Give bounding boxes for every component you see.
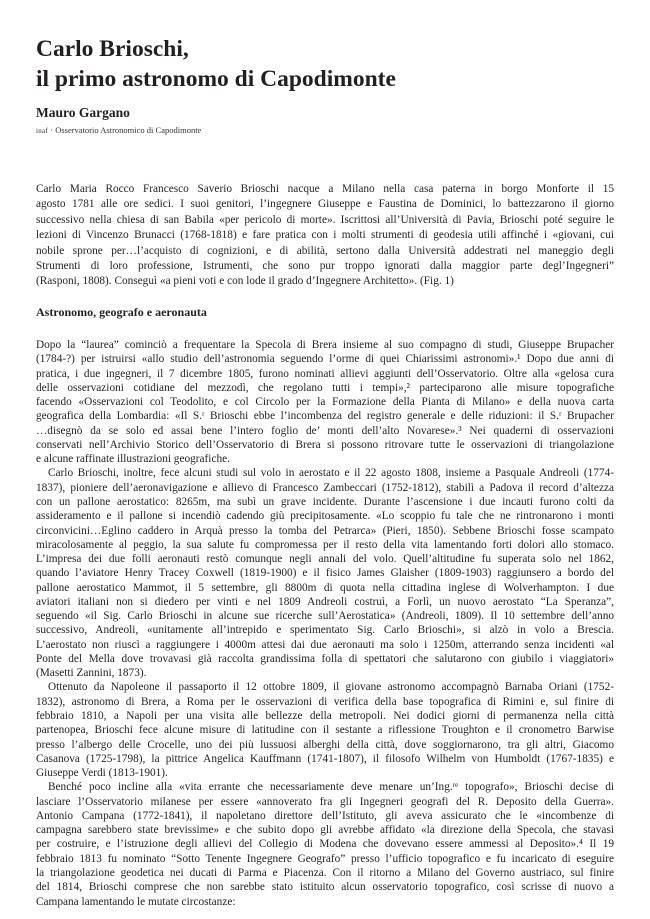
- body-line: per costruire, e l’istruzione degli allievi del Collegio di Modena che dovevano essere ammessi al Deposito».⁴ Il 19: [36, 838, 614, 851]
- intro-line: Carlo Maria Rocco Francesco Saverio Brioschi nacque a Milano nella casa paterna in borgo Monforte il 15: [36, 183, 614, 195]
- affiliation-org: inaf: [36, 127, 49, 135]
- body-line: e alcune raffinate illustrazioni geografiche.: [36, 453, 230, 466]
- body-line: L’impresa dei due folli aeronauti restò comunque negli annali del volo. Quell’altitudine fu superata solo nel 1862,: [36, 553, 614, 566]
- body-line: L’aerostato non riuscì a raggiungere i 4000m attesi dai due aeronauti ma solo i 1250m, atterrando senza incidenti «al: [36, 638, 614, 651]
- intro-line: successivo nella chiesa di san Babila «per pericolo di morte». Iscrittosi all’Università di Pavia, Brioschi poté seguire le: [36, 213, 614, 226]
- body-line: Ponte del Mella dove trovavasi già raccolta grandissima folla di spettatori che salutarono con giubilo i viaggiatori»: [36, 652, 614, 665]
- title-line-2: il primo astronomo di Capodimonte: [36, 66, 396, 92]
- body-line: seguendo «il Sig. Carlo Brioschi in alcune sue ricerche sull’Aerostatica» (Andreoli, 1809). Il 10 settembre dell’anno: [36, 610, 614, 623]
- body-line: assideramento e il pallone si incendiò cadendo giù precipitosamente. «Lo scoppio fu tale che ne rintronarono i monti: [36, 510, 614, 523]
- affiliation-separator: ·: [48, 125, 56, 135]
- body-line: miracolosamente al peggio, la sua salute fu compromessa per il resto della vita lamentando forti dolori allo stomaco.: [36, 538, 614, 551]
- body-line: conservati nell’Archivio Storico dell’Osservatorio di Brera si possono ritrovare tutte le osservazioni di triangolazione: [36, 438, 614, 451]
- body-line: Giuseppe Verdi (1813-1901).: [36, 767, 168, 780]
- body-line: …disegnò da se solo ed assai bene l’intero foglio de’ monti dell’alto Novarese».³ Nei quaderni di osservazioni: [36, 424, 614, 437]
- body-line: Benché poco incline alla «vita errante che necessariamente deve menare un’Ing.ʳᵉ topografo», Brioschi decise di: [48, 781, 614, 794]
- body-line: quando l’aviatore Henry Tracey Coxwell (1819-1900) e il fisico James Glaisher (1809-1903) raggiunsero a bordo del: [36, 567, 614, 580]
- body-line: Casanova (1725-1798), la pittrice Angelica Kauffmann (1741-1807), il filosofo Wilhelm von Humboldt (1767-1835) e: [36, 752, 614, 765]
- author-name: Mauro Gargano: [36, 105, 130, 120]
- body-line: pallone aerostatico Mammot, il 5 settembre, gli 8800m di quota nella cittadina inglese di Wolverhampton. I due: [36, 581, 614, 594]
- article-title: [36, 34, 614, 94]
- body-line: Dopo la “laurea” cominciò a frequentare la Specola di Brera insieme al suo compagno di studi, Giuseppe Brupacher: [36, 339, 614, 351]
- body-line: (1784-?) per istruirsi «allo studio dell’astronomia seguendo l’orme di quei Chiarissimi astronomi».¹ Dopo due anni di: [36, 353, 614, 366]
- intro-line: nobile sprone per…l’acquisto di cognizioni, e di abilità, sertono dalla Università addestrati nel maneggio degli: [36, 244, 614, 257]
- body-line: 1837), pioniere dell’aeronavigazione e allievo di Francesco Zambeccari (1752-1812), stabilì a Padova il record d’altezza: [36, 481, 614, 494]
- intro-line: (Rasponi, 1808). Conseguì «a pieni voti e con lode il grado d’Ingegnere Architetto». (Fig. 1): [36, 275, 454, 288]
- body-line: circonvicini…Eglino caddero in Arquà presso la tomba del Petrarca» (Pieri, 1850). Sebbene Brioschi fosse scampato: [36, 524, 614, 537]
- body-line: facendo «Osservazioni col Teodolito, e col Circolo per la Formazione della Pianta di Milano» e della nuova carta: [36, 396, 614, 409]
- body-line: 1832), astronomo di Brera, a Roma per le osservazioni di verifica della base topografica di Rimini e, sul finire di: [36, 695, 614, 708]
- body-line: delle osservazioni cotidiane del mezzodì, che regolano tutti i tempi»,² parteciparono alle misure topografiche: [36, 381, 614, 394]
- section-heading: Astronomo, geografo e aeronauta: [36, 305, 207, 319]
- body-line: presso l’albergo delle Crocelle, uno dei più lussuosi alberghi della città, dove soggiornarono, tra gli altri, Giacomo: [36, 738, 614, 751]
- body-line: Campana lamentando le mutate circostanze:: [36, 895, 236, 908]
- body-line: successivo, Andreoli, «unitamente all’intrepido e sperimentato Sig. Carlo Brioschi», si alzò in volo a Brescia.: [36, 624, 614, 637]
- body-line: pratica, i due ingegneri, il 7 dicembre 1805, furono nominati allievi aggiunti dell’Osservatorio. Oltre alla «gelosa cura: [36, 367, 614, 380]
- body-line: febbraio 1810, a Napoli per una visita alle bellezze della metropoli. Nei dodici giorni di permanenza nella città: [36, 710, 614, 723]
- intro-line: Strumenti di loro professione, Istrumenti, che sono pur troppo ignorati dalla maggior parte degl’Ingegneri”: [36, 260, 614, 272]
- body-line: Antonio Campana (1772-1841), il napoletano direttore dell’Istituto, gli aveva assicurato che le «incombenze di: [36, 809, 614, 822]
- author-affiliation: [36, 125, 201, 136]
- body-line: del 1814, Brioschi comprese che non sarebbe stato istituito alcun osservatorio topografico, così scrisse di nuovo a: [36, 881, 614, 894]
- body-line: la triangolazione geodetica nei ducati di Parma e Piacenza. Con il ritorno a Milano del Governo austriaco, sul finire: [36, 866, 614, 879]
- affiliation-name: Osservatorio Astronomico di Capodimonte: [55, 125, 202, 135]
- body-line: (Masetti Zannini, 1873).: [36, 667, 147, 680]
- body-line: Ottenuto da Napoleone il passaporto il 12 ottobre 1809, il giovane astronomo accompagnò Barnaba Oriani (1752-: [48, 681, 614, 694]
- intro-line: lezioni di Vincenzo Brunacci (1768-1818) e fare pratica con i molti strumenti di geodesia utili affinché i «giovani, cui: [36, 229, 614, 242]
- intro-line: agosto 1781 alle ore sedici. I suoi genitori, l’ingegnere Giuseppe e Faustina de Dominici, lo battezzarono il giorno: [36, 198, 614, 211]
- title-line-1: Carlo Brioschi,: [36, 36, 189, 62]
- body-line: partenopea, Brioschi fece alcune misure di latitudine con il sestante a riflessione Troughton e il cronometro Barwise: [36, 724, 614, 737]
- body-line: campagna sarebbero state brevissime» e che subito dopo gli avrebbe affidato «la direzione della Specola, che stavasi: [36, 824, 614, 837]
- body-line: geografica della Lombardia: «Il S.ʳ Brioschi ebbe l’incombenza del registro generale e delle riduzioni: il S.ʳ Brupacher: [36, 410, 614, 423]
- body-line: febbraio 1813 fu nominato “Sotto Tenente Ingegnere Geografo” presso l’ufficio topografico e fu incaricato di eseguire: [36, 852, 614, 865]
- body-line: aviatori italiani non si diedero per vinti e nel 1809 Andreoli costruì, a Forlì, un nuovo aerostato “La Speranza”,: [36, 595, 614, 608]
- body-line: Carlo Brioschi, inoltre, fece alcuni studi sul volo in aerostato e il 22 agosto 1808, insieme a Pasquale Andreoli (1774-: [48, 467, 614, 480]
- body-line: lasciare l’Osservatorio milanese per essere «annoverato fra gli Ingegneri geografi del R. Deposito della Guerra».: [36, 795, 614, 808]
- body-line: con un pallone aerostatico: 8265m, ma subì un grave incidente. Durante l’ascensione i due incauti furono colti da: [36, 495, 614, 508]
